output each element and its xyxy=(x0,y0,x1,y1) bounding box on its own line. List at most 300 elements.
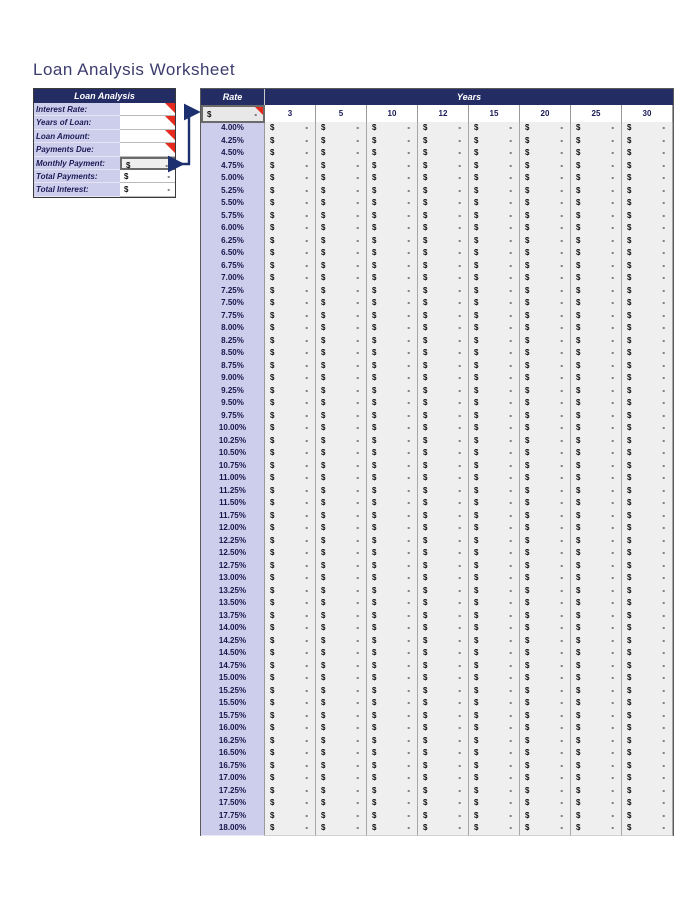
payment-cell[interactable] xyxy=(418,722,469,736)
payment-cell[interactable] xyxy=(316,260,367,274)
payment-cell[interactable] xyxy=(316,310,367,324)
loan-field-value[interactable] xyxy=(120,116,175,129)
payment-cell[interactable] xyxy=(622,422,673,436)
payment-cell[interactable] xyxy=(520,197,571,211)
payment-cell[interactable] xyxy=(367,285,418,299)
payment-cell[interactable] xyxy=(622,585,673,599)
payment-cell[interactable] xyxy=(520,497,571,511)
rate-cell[interactable]: 16.75% xyxy=(201,760,265,774)
payment-cell[interactable] xyxy=(469,435,520,449)
payment-cell[interactable] xyxy=(367,335,418,349)
payment-cell[interactable] xyxy=(622,285,673,299)
payment-cell[interactable] xyxy=(367,510,418,524)
payment-cell[interactable] xyxy=(367,485,418,499)
payment-cell[interactable] xyxy=(367,672,418,686)
payment-cell[interactable] xyxy=(418,597,469,611)
rate-cell[interactable]: 7.75% xyxy=(201,310,265,324)
payment-cell[interactable] xyxy=(571,597,622,611)
payment-cell[interactable] xyxy=(316,410,367,424)
payment-cell[interactable] xyxy=(520,747,571,761)
payment-cell[interactable] xyxy=(469,697,520,711)
payment-cell[interactable] xyxy=(418,222,469,236)
payment-cell[interactable] xyxy=(571,560,622,574)
payment-cell[interactable] xyxy=(622,210,673,224)
payment-cell[interactable] xyxy=(265,397,316,411)
payment-cell[interactable] xyxy=(469,797,520,811)
payment-cell[interactable] xyxy=(622,810,673,824)
payment-cell[interactable] xyxy=(622,510,673,524)
payment-cell[interactable] xyxy=(265,472,316,486)
payment-cell[interactable] xyxy=(265,172,316,186)
payment-cell[interactable] xyxy=(316,460,367,474)
payment-cell[interactable] xyxy=(367,260,418,274)
payment-cell[interactable] xyxy=(316,485,367,499)
payment-cell[interactable] xyxy=(622,222,673,236)
rate-cell[interactable]: 11.75% xyxy=(201,510,265,524)
payment-cell[interactable] xyxy=(571,785,622,799)
rate-cell[interactable]: 4.00% xyxy=(201,122,265,136)
rate-cell[interactable]: 13.50% xyxy=(201,597,265,611)
rate-cell[interactable]: 5.00% xyxy=(201,172,265,186)
payment-cell[interactable] xyxy=(520,760,571,774)
rate-cell[interactable]: 9.00% xyxy=(201,372,265,386)
payment-cell[interactable] xyxy=(571,397,622,411)
payment-cell[interactable] xyxy=(418,735,469,749)
payment-cell[interactable] xyxy=(367,360,418,374)
payment-cell[interactable] xyxy=(418,322,469,336)
payment-cell[interactable] xyxy=(265,610,316,624)
rate-cell[interactable]: 9.50% xyxy=(201,397,265,411)
payment-cell[interactable] xyxy=(316,172,367,186)
payment-cell[interactable] xyxy=(571,422,622,436)
payment-cell[interactable] xyxy=(520,522,571,536)
payment-cell[interactable] xyxy=(316,472,367,486)
rate-cell[interactable]: 10.50% xyxy=(201,447,265,461)
payment-cell[interactable] xyxy=(571,585,622,599)
payment-cell[interactable] xyxy=(418,235,469,249)
payment-cell[interactable] xyxy=(418,297,469,311)
payment-cell[interactable] xyxy=(265,547,316,561)
payment-cell[interactable] xyxy=(469,360,520,374)
payment-cell[interactable] xyxy=(265,347,316,361)
payment-cell[interactable] xyxy=(469,172,520,186)
payment-cell[interactable] xyxy=(418,660,469,674)
payment-cell[interactable] xyxy=(622,785,673,799)
payment-cell[interactable] xyxy=(316,335,367,349)
payment-cell[interactable] xyxy=(418,472,469,486)
payment-cell[interactable] xyxy=(622,460,673,474)
payment-cell[interactable] xyxy=(418,622,469,636)
payment-cell[interactable] xyxy=(520,247,571,261)
rate-cell[interactable]: 10.75% xyxy=(201,460,265,474)
payment-cell[interactable] xyxy=(571,135,622,149)
payment-cell[interactable] xyxy=(367,272,418,286)
payment-cell[interactable] xyxy=(571,222,622,236)
payment-cell[interactable] xyxy=(622,747,673,761)
payment-cell[interactable] xyxy=(469,122,520,136)
payment-cell[interactable] xyxy=(622,535,673,549)
payment-cell[interactable] xyxy=(367,622,418,636)
payment-cell[interactable] xyxy=(316,672,367,686)
rate-cell[interactable]: 12.00% xyxy=(201,522,265,536)
payment-cell[interactable] xyxy=(367,585,418,599)
payment-cell[interactable] xyxy=(571,360,622,374)
payment-cell[interactable] xyxy=(469,460,520,474)
payment-cell[interactable] xyxy=(265,272,316,286)
payment-cell[interactable] xyxy=(571,810,622,824)
payment-cell[interactable] xyxy=(571,335,622,349)
payment-cell[interactable] xyxy=(571,447,622,461)
payment-cell[interactable] xyxy=(418,572,469,586)
payment-cell[interactable] xyxy=(469,672,520,686)
payment-cell[interactable] xyxy=(316,597,367,611)
payment-cell[interactable] xyxy=(265,697,316,711)
rate-cell[interactable]: 18.00% xyxy=(201,822,265,836)
rate-cell[interactable]: 15.00% xyxy=(201,672,265,686)
payment-cell[interactable] xyxy=(571,435,622,449)
payment-cell[interactable] xyxy=(622,335,673,349)
payment-cell[interactable] xyxy=(520,172,571,186)
payment-cell[interactable] xyxy=(622,435,673,449)
payment-cell[interactable] xyxy=(622,572,673,586)
payment-cell[interactable] xyxy=(316,385,367,399)
payment-cell[interactable] xyxy=(367,372,418,386)
rate-cell[interactable]: 10.00% xyxy=(201,422,265,436)
payment-cell[interactable] xyxy=(265,560,316,574)
payment-cell[interactable] xyxy=(571,635,622,649)
rate-cell[interactable]: 16.00% xyxy=(201,722,265,736)
payment-cell[interactable] xyxy=(520,722,571,736)
payment-cell[interactable] xyxy=(316,435,367,449)
payment-cell[interactable] xyxy=(469,285,520,299)
rate-cell[interactable]: 8.25% xyxy=(201,335,265,349)
payment-cell[interactable] xyxy=(418,122,469,136)
payment-cell[interactable] xyxy=(469,660,520,674)
payment-cell[interactable] xyxy=(265,760,316,774)
payment-cell[interactable] xyxy=(520,710,571,724)
payment-cell[interactable] xyxy=(367,597,418,611)
payment-cell[interactable] xyxy=(367,822,418,836)
payment-cell[interactable] xyxy=(265,660,316,674)
payment-cell[interactable] xyxy=(469,747,520,761)
payment-cell[interactable] xyxy=(571,647,622,661)
payment-cell[interactable] xyxy=(316,560,367,574)
payment-cell[interactable] xyxy=(316,572,367,586)
payment-cell[interactable] xyxy=(265,647,316,661)
payment-cell[interactable] xyxy=(367,210,418,224)
payment-cell[interactable] xyxy=(520,297,571,311)
payment-cell[interactable] xyxy=(316,222,367,236)
payment-cell[interactable] xyxy=(622,772,673,786)
loan-field-value[interactable] xyxy=(120,143,175,156)
payment-cell[interactable] xyxy=(418,810,469,824)
payment-cell[interactable] xyxy=(316,585,367,599)
payment-cell[interactable] xyxy=(418,447,469,461)
payment-cell[interactable] xyxy=(469,147,520,161)
payment-cell[interactable] xyxy=(316,635,367,649)
rate-cell[interactable]: 15.50% xyxy=(201,697,265,711)
payment-cell[interactable] xyxy=(418,547,469,561)
payment-cell[interactable] xyxy=(316,710,367,724)
payment-cell[interactable] xyxy=(520,322,571,336)
payment-cell[interactable] xyxy=(316,422,367,436)
payment-cell[interactable] xyxy=(316,772,367,786)
payment-cell[interactable] xyxy=(265,147,316,161)
rate-cell[interactable]: 11.50% xyxy=(201,497,265,511)
payment-cell[interactable] xyxy=(622,397,673,411)
rate-cell[interactable]: 9.75% xyxy=(201,410,265,424)
payment-cell[interactable] xyxy=(316,785,367,799)
payment-cell[interactable] xyxy=(316,735,367,749)
payment-cell[interactable] xyxy=(622,197,673,211)
rate-cell[interactable]: 12.75% xyxy=(201,560,265,574)
rate-cell[interactable]: 17.00% xyxy=(201,772,265,786)
payment-cell[interactable] xyxy=(622,372,673,386)
payment-cell[interactable] xyxy=(316,610,367,624)
payment-cell[interactable] xyxy=(469,297,520,311)
payment-cell[interactable] xyxy=(622,697,673,711)
payment-cell[interactable] xyxy=(265,360,316,374)
payment-cell[interactable] xyxy=(622,272,673,286)
payment-cell[interactable] xyxy=(469,785,520,799)
payment-cell[interactable] xyxy=(418,172,469,186)
payment-cell[interactable] xyxy=(418,797,469,811)
payment-cell[interactable] xyxy=(265,410,316,424)
payment-cell[interactable] xyxy=(469,160,520,174)
payment-cell[interactable] xyxy=(418,585,469,599)
payment-cell[interactable] xyxy=(367,435,418,449)
payment-cell[interactable] xyxy=(622,297,673,311)
payment-cell[interactable] xyxy=(367,235,418,249)
payment-cell[interactable] xyxy=(367,397,418,411)
rate-cell[interactable]: 13.25% xyxy=(201,585,265,599)
rate-cell[interactable]: 9.25% xyxy=(201,385,265,399)
payment-cell[interactable] xyxy=(520,360,571,374)
rate-cell[interactable]: 13.75% xyxy=(201,610,265,624)
payment-cell[interactable] xyxy=(316,185,367,199)
payment-cell[interactable] xyxy=(520,535,571,549)
payment-cell[interactable] xyxy=(418,285,469,299)
rate-cell[interactable]: 16.50% xyxy=(201,747,265,761)
payment-cell[interactable] xyxy=(265,310,316,324)
payment-cell[interactable] xyxy=(520,447,571,461)
payment-cell[interactable] xyxy=(520,822,571,836)
payment-cell[interactable] xyxy=(265,722,316,736)
payment-cell[interactable] xyxy=(520,697,571,711)
payment-cell[interactable] xyxy=(520,510,571,524)
payment-cell[interactable] xyxy=(520,472,571,486)
payment-cell[interactable] xyxy=(571,210,622,224)
payment-cell[interactable] xyxy=(520,135,571,149)
payment-cell[interactable] xyxy=(571,460,622,474)
loan-field-value[interactable] xyxy=(120,130,175,143)
payment-cell[interactable] xyxy=(520,222,571,236)
payment-cell[interactable] xyxy=(367,322,418,336)
payment-cell[interactable] xyxy=(367,385,418,399)
payment-cell[interactable] xyxy=(316,797,367,811)
payment-cell[interactable] xyxy=(520,597,571,611)
payment-cell[interactable] xyxy=(622,647,673,661)
payment-cell[interactable] xyxy=(520,672,571,686)
payment-cell[interactable] xyxy=(571,485,622,499)
payment-cell[interactable] xyxy=(316,497,367,511)
payment-cell[interactable] xyxy=(469,497,520,511)
payment-cell[interactable] xyxy=(418,385,469,399)
payment-cell[interactable] xyxy=(316,760,367,774)
payment-cell[interactable] xyxy=(571,510,622,524)
payment-cell[interactable] xyxy=(520,285,571,299)
payment-cell[interactable] xyxy=(520,785,571,799)
payment-cell[interactable] xyxy=(520,560,571,574)
payment-cell[interactable] xyxy=(265,785,316,799)
payment-cell[interactable] xyxy=(622,522,673,536)
payment-cell[interactable] xyxy=(469,385,520,399)
payment-cell[interactable] xyxy=(469,235,520,249)
rate-cell[interactable]: 8.75% xyxy=(201,360,265,374)
payment-cell[interactable] xyxy=(469,610,520,624)
payment-cell[interactable] xyxy=(265,810,316,824)
payment-cell[interactable] xyxy=(418,397,469,411)
payment-cell[interactable] xyxy=(520,260,571,274)
payment-cell[interactable] xyxy=(265,597,316,611)
rate-cell[interactable]: 7.25% xyxy=(201,285,265,299)
payment-cell[interactable] xyxy=(418,760,469,774)
payment-cell[interactable] xyxy=(265,497,316,511)
payment-cell[interactable] xyxy=(316,535,367,549)
payment-cell[interactable] xyxy=(622,735,673,749)
payment-cell[interactable] xyxy=(622,797,673,811)
payment-cell[interactable] xyxy=(520,622,571,636)
payment-cell[interactable] xyxy=(571,622,622,636)
payment-cell[interactable] xyxy=(469,760,520,774)
payment-cell[interactable] xyxy=(469,260,520,274)
payment-cell[interactable] xyxy=(469,222,520,236)
rate-cell[interactable]: 6.50% xyxy=(201,247,265,261)
payment-cell[interactable] xyxy=(622,685,673,699)
payment-cell[interactable] xyxy=(265,385,316,399)
payment-cell[interactable] xyxy=(469,585,520,599)
payment-cell[interactable] xyxy=(469,335,520,349)
payment-cell[interactable] xyxy=(265,672,316,686)
payment-cell[interactable] xyxy=(520,235,571,249)
payment-cell[interactable] xyxy=(622,235,673,249)
payment-cell[interactable] xyxy=(367,710,418,724)
payment-cell[interactable] xyxy=(469,310,520,324)
rate-cell[interactable]: 17.50% xyxy=(201,797,265,811)
payment-cell[interactable] xyxy=(418,272,469,286)
rate-cell[interactable]: 13.00% xyxy=(201,572,265,586)
payment-cell[interactable] xyxy=(316,747,367,761)
payment-cell[interactable] xyxy=(520,585,571,599)
payment-cell[interactable] xyxy=(520,660,571,674)
payment-cell[interactable] xyxy=(316,372,367,386)
rate-cell[interactable]: 5.75% xyxy=(201,210,265,224)
payment-cell[interactable] xyxy=(520,372,571,386)
payment-cell[interactable] xyxy=(367,560,418,574)
payment-cell[interactable] xyxy=(367,572,418,586)
payment-cell[interactable] xyxy=(418,822,469,836)
payment-cell[interactable] xyxy=(571,610,622,624)
payment-cell[interactable] xyxy=(265,735,316,749)
payment-cell[interactable] xyxy=(571,310,622,324)
payment-cell[interactable] xyxy=(418,335,469,349)
payment-cell[interactable] xyxy=(571,710,622,724)
payment-cell[interactable] xyxy=(418,185,469,199)
payment-cell[interactable] xyxy=(469,685,520,699)
payment-cell[interactable] xyxy=(418,372,469,386)
payment-cell[interactable] xyxy=(469,197,520,211)
payment-cell[interactable] xyxy=(469,710,520,724)
payment-cell[interactable] xyxy=(571,122,622,136)
payment-cell[interactable] xyxy=(367,197,418,211)
payment-cell[interactable] xyxy=(265,822,316,836)
payment-cell[interactable] xyxy=(418,360,469,374)
payment-cell[interactable] xyxy=(520,347,571,361)
payment-cell[interactable] xyxy=(367,135,418,149)
payment-cell[interactable] xyxy=(469,372,520,386)
payment-cell[interactable] xyxy=(622,347,673,361)
payment-cell[interactable] xyxy=(571,410,622,424)
payment-cell[interactable] xyxy=(418,635,469,649)
payment-cell[interactable] xyxy=(469,472,520,486)
payment-cell[interactable] xyxy=(265,485,316,499)
payment-cell[interactable] xyxy=(418,685,469,699)
rate-cell[interactable]: 4.25% xyxy=(201,135,265,149)
payment-cell[interactable] xyxy=(469,135,520,149)
payment-cell[interactable] xyxy=(622,160,673,174)
payment-cell[interactable] xyxy=(571,660,622,674)
payment-cell[interactable] xyxy=(316,547,367,561)
payment-cell[interactable] xyxy=(367,772,418,786)
rate-cell[interactable]: 12.50% xyxy=(201,547,265,561)
payment-cell[interactable] xyxy=(622,447,673,461)
payment-cell[interactable] xyxy=(469,185,520,199)
rate-cell[interactable]: 11.25% xyxy=(201,485,265,499)
payment-cell[interactable] xyxy=(520,797,571,811)
payment-cell[interactable] xyxy=(316,685,367,699)
payment-cell[interactable] xyxy=(367,697,418,711)
payment-cell[interactable] xyxy=(316,247,367,261)
payment-cell[interactable] xyxy=(418,485,469,499)
payment-cell[interactable] xyxy=(469,210,520,224)
payment-cell[interactable] xyxy=(418,747,469,761)
payment-cell[interactable] xyxy=(265,235,316,249)
payment-cell[interactable] xyxy=(418,410,469,424)
payment-cell[interactable] xyxy=(469,272,520,286)
payment-cell[interactable] xyxy=(520,160,571,174)
payment-cell[interactable] xyxy=(316,122,367,136)
rate-cell[interactable]: 17.75% xyxy=(201,810,265,824)
payment-cell[interactable] xyxy=(316,160,367,174)
payment-cell[interactable] xyxy=(265,510,316,524)
payment-cell[interactable] xyxy=(571,185,622,199)
payment-cell[interactable] xyxy=(316,660,367,674)
payment-cell[interactable] xyxy=(316,347,367,361)
payment-cell[interactable] xyxy=(367,810,418,824)
payment-cell[interactable] xyxy=(469,447,520,461)
payment-cell[interactable] xyxy=(265,435,316,449)
rate-cell[interactable]: 7.50% xyxy=(201,297,265,311)
payment-cell[interactable] xyxy=(520,147,571,161)
payment-cell[interactable] xyxy=(367,722,418,736)
payment-cell[interactable] xyxy=(622,622,673,636)
rate-cell[interactable]: 8.50% xyxy=(201,347,265,361)
payment-cell[interactable] xyxy=(469,572,520,586)
payment-cell[interactable] xyxy=(367,497,418,511)
payment-cell[interactable] xyxy=(622,260,673,274)
payment-cell[interactable] xyxy=(367,185,418,199)
payment-cell[interactable] xyxy=(571,535,622,549)
